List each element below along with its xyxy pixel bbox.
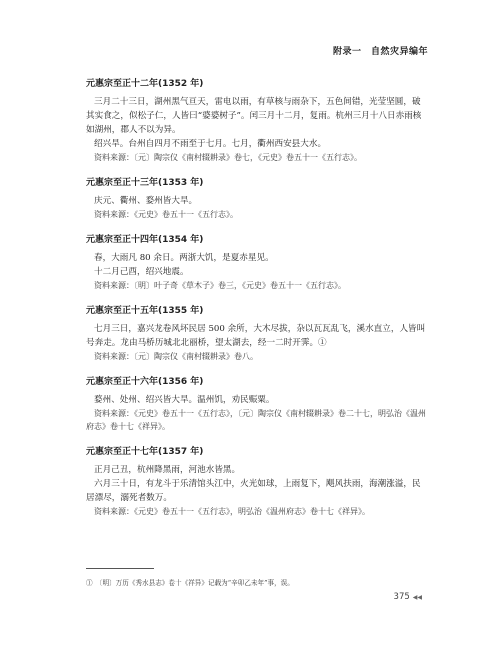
section-1352 — [86, 76, 426, 164]
paragraph: 春，大雨凡 80 余日。两浙大饥，是夏赤星见。 — [94, 253, 274, 263]
footnote-divider — [86, 568, 154, 569]
section-1353 — [86, 175, 426, 221]
section-1355 — [86, 303, 426, 363]
paragraph: 正月己丑，杭州降黑雨，河池水皆黑。 — [94, 465, 241, 475]
paragraph: 绍兴旱。台州自四月不雨至于七月。七月，衢州西安县大水。 — [94, 139, 327, 149]
section-title: 元惠宗至正十四年(1354 年) — [86, 235, 204, 245]
paragraph: 庆元、衢州、婺州皆大旱。 — [94, 196, 198, 206]
section-title: 元惠宗至正十二年(1352 年) — [86, 79, 204, 89]
paragraph: 三月二十三日，湖州黑气亘天，雷电以雨，有草核与雨杂下，五色间错，光莹坚圆，破其实食之，似松子仁，人皆曰“婆婆树子”。闰三月十二月，复雨。杭州三月十八日赤雨核如湖州，郡人不以为异。 — [86, 97, 422, 135]
page-number: 375 — [393, 592, 410, 602]
source-note: 资料来源：〔明〕叶子奇《草木子》卷三，《元史》卷五十一《五行志》。 — [94, 281, 346, 290]
source-note: 资料来源：《元史》卷五十一《五行志》。 — [94, 210, 238, 219]
section-title: 元惠宗至正十六年(1356 年) — [86, 377, 204, 387]
section-title: 元惠宗至正十七年(1357 年) — [86, 447, 204, 457]
section-title: 元惠宗至正十五年(1355 年) — [86, 306, 204, 316]
running-header: 附录一 自然灾异编年 — [332, 47, 428, 57]
paragraph: 十二月己酉，绍兴地震。 — [94, 267, 189, 277]
source-note: 资料来源：《元史》卷五十一《五行志》，〔元〕陶宗仪《南村辍耕录》卷二十七，明弘治《温州府志》卷十七《祥异》。 — [86, 409, 426, 431]
source-note: 资料来源：〔元〕陶宗仪《南村辍耕录》卷七，《元史》卷五十一《五行志》。 — [94, 153, 362, 162]
paragraph: 六月三十日，有龙斗于乐清馆头江中，火光如球，上雨复下，飓风扶雨，海潮涨溢，民居漂尽，溺死者数万。 — [86, 479, 421, 503]
source-note: 资料来源：〔元〕陶宗仪《南村辍耕录》卷八。 — [94, 352, 258, 361]
page-mark-icon: ◀◀ — [412, 594, 422, 601]
section-1354 — [86, 232, 426, 292]
paragraph: 七月三日，嘉兴龙卷风坏民居 500 余所，大木尽拔，杂以瓦瓦乱飞，溪水直立，人皆叫号奔走。龙由马桥历城北北丽桥，望太湖去，经一二时开霁。① — [86, 324, 426, 348]
footnote: ① 〔明〕万历《秀水县志》卷十《祥异》记载为“辛卯乙未年”事，误。 — [86, 579, 294, 587]
body-text — [86, 76, 426, 529]
section-1356 — [86, 374, 426, 433]
source-note: 资料来源：《元史》卷五十一《五行志》，明弘治《温州府志》卷十七《祥异》。 — [94, 507, 370, 516]
page-number-block — [394, 592, 422, 602]
paragraph: 婺州、处州、绍兴皆大旱。温州饥，劝民赈粟。 — [94, 395, 275, 405]
section-1357 — [86, 444, 426, 518]
section-title: 元惠宗至正十三年(1353 年) — [86, 178, 204, 188]
